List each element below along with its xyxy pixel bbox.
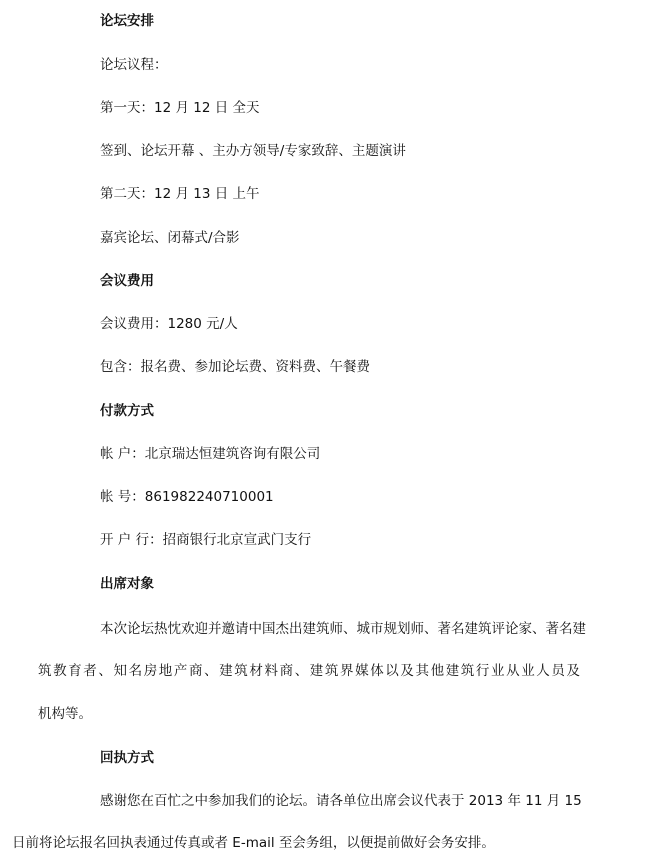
account-name: 帐 户：北京瑞达恒建筑咨询有限公司 bbox=[100, 446, 321, 462]
reply-heading: 回执方式 bbox=[100, 750, 154, 766]
reply-line-1: 感谢您在百忙之中参加我们的论坛。请各单位出席会议代表于 2013 年 11 月 15 bbox=[100, 793, 582, 809]
agenda-label: 论坛议程： bbox=[100, 57, 168, 73]
attendees-line-2: 筑教育者、知名房地产商、建筑材料商、建筑界媒体以及其他建筑行业从业人员及 bbox=[38, 663, 582, 679]
fee-amount: 会议费用：1280 元/人 bbox=[100, 316, 238, 332]
day1-schedule: 第一天：12 月 12 日 全天 bbox=[100, 100, 260, 116]
bank-branch: 开 户 行：招商银行北京宣武门支行 bbox=[100, 532, 312, 548]
payment-heading: 付款方式 bbox=[100, 403, 154, 419]
day2-schedule: 第二天：12 月 13 日 上午 bbox=[100, 186, 260, 202]
reply-line-2: 日前将论坛报名回执表通过传真或者 E-mail 至会务组，以便提前做好会务安排。 bbox=[12, 835, 495, 851]
attendees-line-3: 机构等。 bbox=[38, 706, 92, 722]
attendees-heading: 出席对象 bbox=[100, 576, 154, 592]
forum-heading: 论坛安排 bbox=[100, 13, 154, 29]
fee-heading: 会议费用 bbox=[100, 273, 154, 289]
fee-includes: 包含：报名费、参加论坛费、资料费、午餐费 bbox=[100, 359, 370, 375]
day2-items: 嘉宾论坛、闭幕式/合影 bbox=[100, 230, 240, 246]
day1-items: 签到、论坛开幕 、主办方领导/专家致辞、主题演讲 bbox=[100, 143, 406, 159]
attendees-line-1: 本次论坛热忱欢迎并邀请中国杰出建筑师、城市规划师、著名建筑评论家、著名建 bbox=[100, 621, 586, 637]
account-number: 帐 号：861982240710001 bbox=[100, 489, 274, 505]
